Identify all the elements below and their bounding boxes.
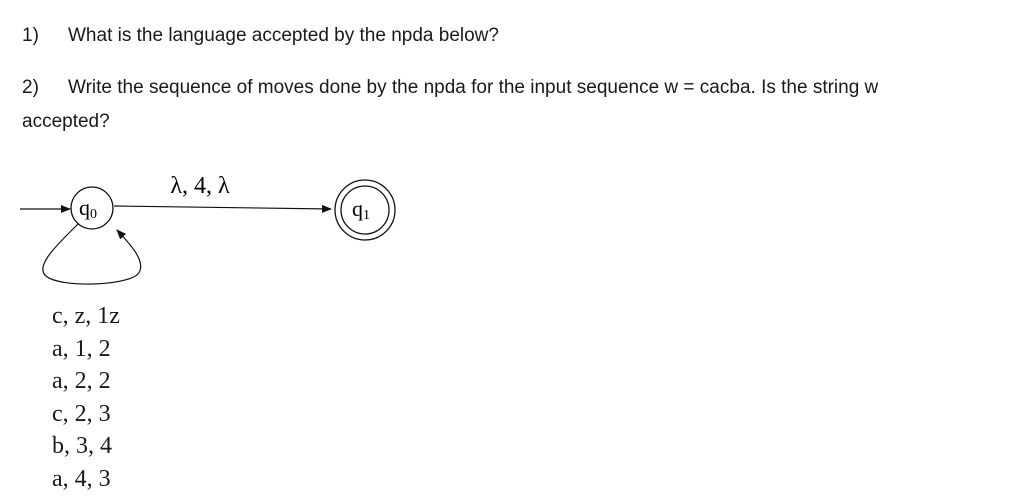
state-q0 [71, 187, 113, 229]
transition-arrow-q0-q1 [114, 206, 331, 209]
state-q1-label: q [352, 196, 363, 221]
state-q0-label: q [79, 195, 90, 220]
question-2-text: Write the sequence of moves done by the npda for the input sequence w = cacba. Is the string w [68, 77, 879, 98]
question-2-number: 2) [22, 77, 39, 98]
loop-label: c, 2, 3 [52, 400, 111, 427]
loop-label: b, 3, 4 [52, 433, 112, 459]
state-q1-subscript: 1 [363, 208, 370, 223]
question-2-continuation: accepted? [22, 111, 110, 132]
question-1-number: 1) [22, 25, 39, 46]
loop-label: a, 2, 2 [52, 368, 111, 394]
loop-label: a, 1, 2 [52, 335, 111, 362]
loop-label: c, z, 1z [52, 303, 120, 329]
self-loop-arrow [43, 224, 141, 284]
state-q0-subscript: 0 [90, 207, 97, 222]
loop-label: a, 4, 3 [52, 465, 111, 492]
transition-label: λ, 4, λ [170, 173, 230, 199]
state-q1 [335, 180, 395, 240]
self-loop-labels [52, 300, 120, 495]
question-1-text: What is the language accepted by the npda below? [68, 25, 499, 46]
